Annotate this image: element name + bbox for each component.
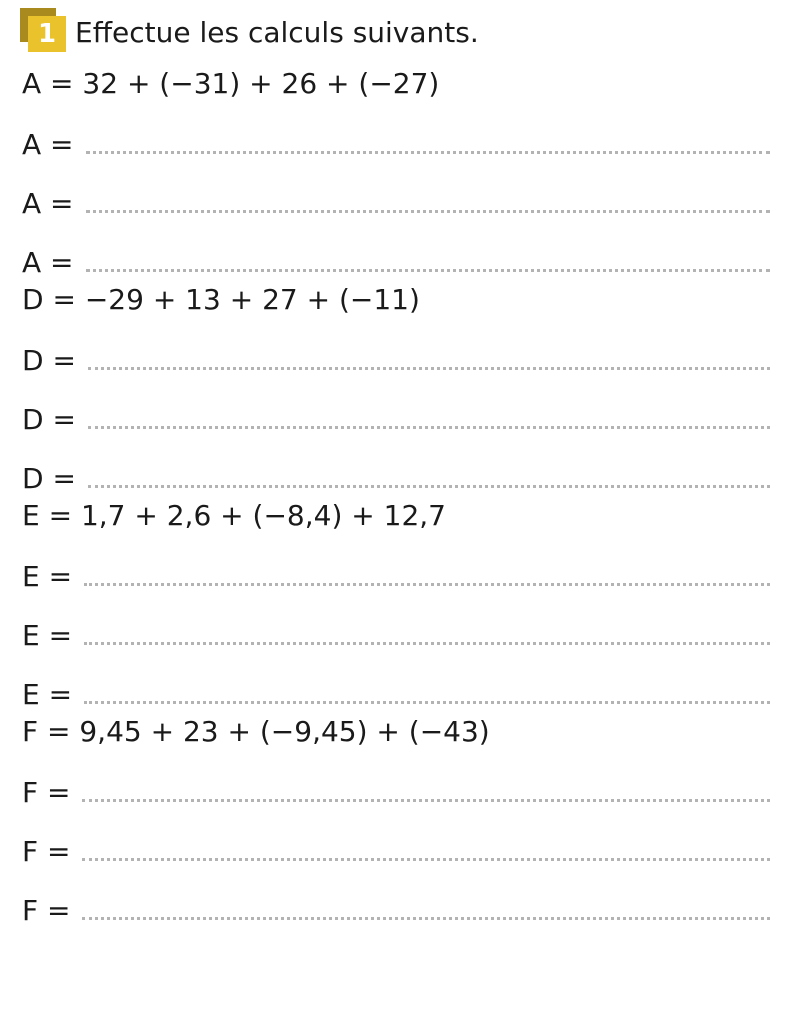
answer-line[interactable] [22, 181, 770, 221]
calculation-expression: E = 1,7 + 2,6 + (−8,4) + 12,7 [22, 499, 446, 532]
answer-line[interactable] [22, 554, 770, 594]
answer-label: D = [22, 462, 76, 495]
answer-line[interactable] [22, 770, 770, 810]
answer-line[interactable] [22, 240, 770, 280]
answer-label: A = [22, 128, 74, 161]
dotted-answer-field[interactable] [82, 858, 770, 861]
answer-label: E = [22, 619, 73, 652]
answer-line[interactable] [22, 456, 770, 496]
answer-line[interactable] [22, 888, 770, 928]
dotted-answer-field[interactable] [86, 151, 770, 154]
calculation-a [22, 64, 770, 280]
answer-line[interactable] [22, 122, 770, 162]
dotted-answer-field[interactable] [88, 367, 770, 370]
dotted-answer-field[interactable] [88, 426, 770, 429]
calculation-e [22, 496, 770, 712]
exercise-number-badge [20, 8, 66, 52]
dotted-answer-field[interactable] [88, 485, 770, 488]
calculation-expression: A = 32 + (−31) + 26 + (−27) [22, 67, 440, 100]
calculation-expression: F = 9,45 + 23 + (−9,45) + (−43) [22, 715, 490, 748]
calculation-expression: D = −29 + 13 + 27 + (−11) [22, 283, 420, 316]
dotted-answer-field[interactable] [84, 642, 770, 645]
answer-label: E = [22, 678, 73, 711]
dotted-answer-field[interactable] [82, 799, 770, 802]
dotted-answer-field[interactable] [86, 210, 770, 213]
answer-label: D = [22, 344, 76, 377]
answer-line[interactable] [22, 672, 770, 712]
dotted-answer-field[interactable] [82, 917, 770, 920]
answer-line[interactable] [22, 829, 770, 869]
exercise-number: 1 [28, 16, 66, 52]
calculation-f [22, 712, 770, 928]
answer-label: D = [22, 403, 76, 436]
answer-label: E = [22, 560, 73, 593]
answer-line[interactable] [22, 613, 770, 653]
dotted-answer-field[interactable] [84, 701, 770, 704]
dotted-answer-field[interactable] [86, 269, 770, 272]
exercise-instruction: Effectue les calculs suivants. [75, 16, 479, 49]
dotted-answer-field[interactable] [84, 583, 770, 586]
calculation-d [22, 280, 770, 496]
calculation-list [22, 64, 770, 928]
answer-line[interactable] [22, 338, 770, 378]
answer-label: A = [22, 187, 74, 220]
answer-label: F = [22, 776, 71, 809]
answer-label: A = [22, 246, 74, 279]
answer-label: F = [22, 835, 71, 868]
answer-label: F = [22, 894, 71, 927]
answer-line[interactable] [22, 397, 770, 437]
